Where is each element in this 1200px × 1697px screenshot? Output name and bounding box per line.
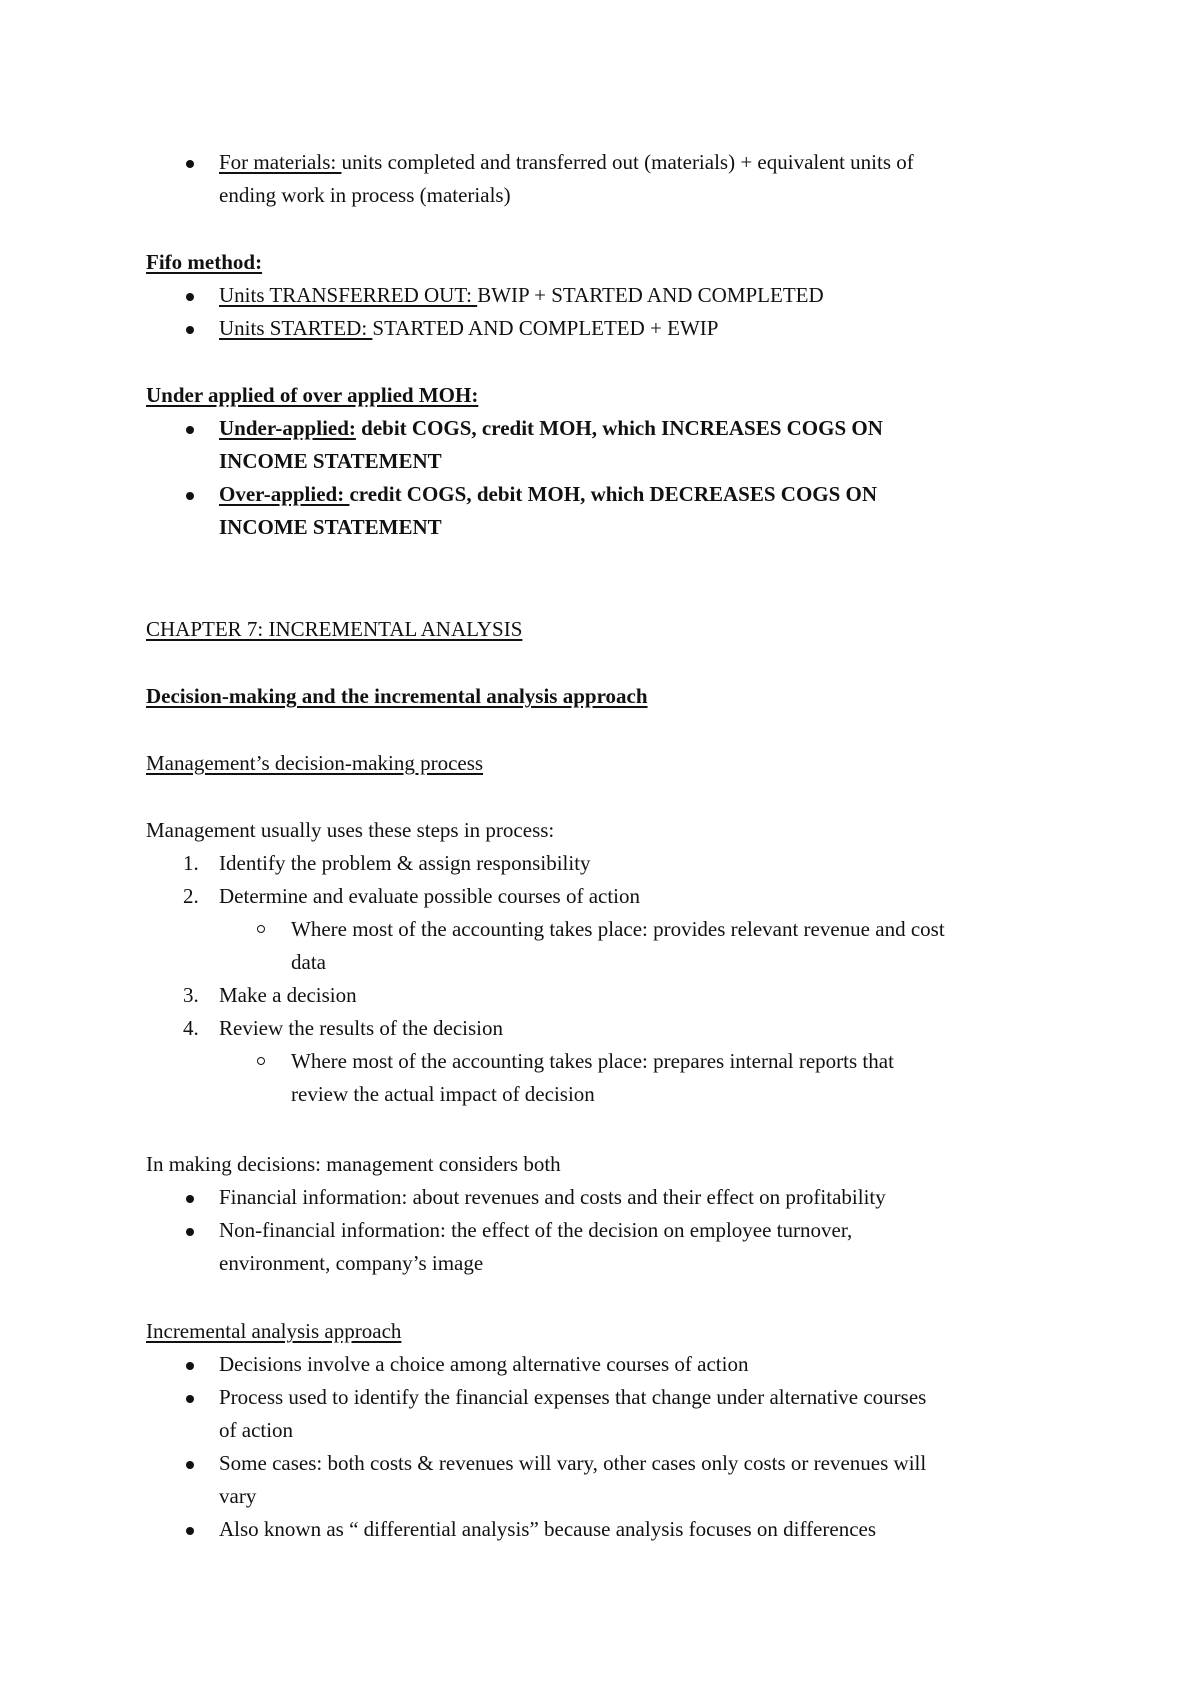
list-item <box>146 1012 1066 1045</box>
moh-item-text: debit COGS, credit MOH, which INCREASES COGS ON <box>355 416 883 440</box>
bullet-icon <box>186 293 194 301</box>
list-item-text: Financial information: about revenues and costs and their effect on profitability <box>219 1185 886 1209</box>
bullet-icon <box>186 426 194 434</box>
materials-label: For materials: <box>219 150 342 174</box>
fifo-item-text: BWIP + STARTED AND COMPLETED <box>477 283 824 307</box>
bullet-icon <box>186 1195 194 1203</box>
approach-title: Incremental analysis approach <box>146 1319 402 1343</box>
circle-bullet-icon <box>257 925 265 933</box>
list-item <box>146 312 1066 345</box>
moh-item-label: Over-applied: <box>219 482 350 506</box>
step-text: Determine and evaluate possible courses of action <box>219 884 641 908</box>
fifo-heading: Fifo method: <box>146 250 263 274</box>
step-text: Review the results of the decision <box>219 1016 504 1040</box>
list-item <box>146 1513 1066 1546</box>
list-item-text-cont: environment, company’s image <box>219 1251 484 1275</box>
step-number: 3. <box>183 983 199 1007</box>
list-item <box>146 1214 1066 1280</box>
list-item <box>146 847 1066 880</box>
step-text: Make a decision <box>219 983 357 1007</box>
steps-section <box>146 814 1066 1111</box>
step-text: Identify the problem & assign responsibility <box>219 851 591 875</box>
fifo-section <box>146 246 1066 345</box>
bullet-icon <box>186 1228 194 1236</box>
list-item-text: Decisions involve a choice among alternative courses of action <box>219 1352 749 1376</box>
bullet-icon <box>186 326 194 334</box>
steps-intro: Management usually uses these steps in process: <box>146 818 555 842</box>
list-item <box>146 1447 1066 1513</box>
subsection-title: Management’s decision-making process <box>146 751 484 775</box>
bullet-icon <box>186 1527 194 1535</box>
bullet-icon <box>186 1395 194 1403</box>
moh-item-text: credit COGS, debit MOH, which DECREASES COGS ON <box>349 482 878 506</box>
bullet-icon <box>186 492 194 500</box>
moh-item-text-cont: INCOME STATEMENT <box>219 449 442 473</box>
list-item <box>146 478 1066 544</box>
list-item-text: Some cases: both costs & revenues will vary, other cases only costs or revenues will <box>219 1451 927 1475</box>
list-item-text: Process used to identify the financial expenses that change under alternative courses <box>219 1385 927 1409</box>
considers-intro: In making decisions: management considers both <box>146 1152 561 1176</box>
materials-bullet <box>146 146 1066 212</box>
list-item <box>146 1181 1066 1214</box>
sub-item-text: Where most of the accounting takes place: prepares internal reports that <box>291 1049 894 1073</box>
section-title: Decision-making and the incremental analysis approach <box>146 684 648 708</box>
bullet-icon <box>186 1461 194 1469</box>
moh-heading: Under applied of over applied MOH: <box>146 383 479 407</box>
bullet-icon <box>186 1362 194 1370</box>
list-item <box>146 1348 1066 1381</box>
list-item-text-cont: of action <box>219 1418 294 1442</box>
section-heading-block <box>146 680 1066 713</box>
step-number: 2. <box>183 884 199 908</box>
fifo-item-label: Units TRANSFERRED OUT: <box>219 283 478 307</box>
materials-text: units completed and transferred out (materials) + equivalent units of <box>341 150 914 174</box>
moh-item-label: Under-applied: <box>219 416 356 440</box>
bullet-icon <box>186 160 194 168</box>
sub-list-item <box>146 913 1066 979</box>
list-item-text: Also known as “ differential analysis” because analysis focuses on differences <box>219 1517 877 1541</box>
sub-item-text-cont: data <box>291 950 326 974</box>
list-item <box>146 979 1066 1012</box>
list-item <box>146 412 1066 478</box>
list-item-text: Non-financial information: the effect of the decision on employee turnover, <box>219 1218 853 1242</box>
sub-item-text: Where most of the accounting takes place: provides relevant revenue and cost <box>291 917 945 941</box>
materials-text-cont: ending work in process (materials) <box>219 183 511 207</box>
step-number: 4. <box>183 1016 199 1040</box>
list-item <box>146 880 1066 913</box>
fifo-item-label: Units STARTED: <box>219 316 373 340</box>
list-item <box>146 1381 1066 1447</box>
chapter-title: CHAPTER 7: INCREMENTAL ANALYSIS <box>146 617 523 641</box>
approach-section <box>146 1315 1066 1546</box>
step-number: 1. <box>183 851 199 875</box>
list-item <box>146 146 1066 212</box>
sub-list-item <box>146 1045 1066 1111</box>
moh-item-text-cont: INCOME STATEMENT <box>219 515 442 539</box>
moh-section <box>146 379 1066 544</box>
circle-bullet-icon <box>257 1057 265 1065</box>
subsection-heading-block <box>146 747 1066 780</box>
list-item <box>146 279 1066 312</box>
chapter-section <box>146 613 1066 646</box>
sub-item-text-cont: review the actual impact of decision <box>291 1082 595 1106</box>
fifo-item-text: STARTED AND COMPLETED + EWIP <box>372 316 719 340</box>
considers-section <box>146 1148 1066 1280</box>
list-item-text-cont: vary <box>219 1484 257 1508</box>
